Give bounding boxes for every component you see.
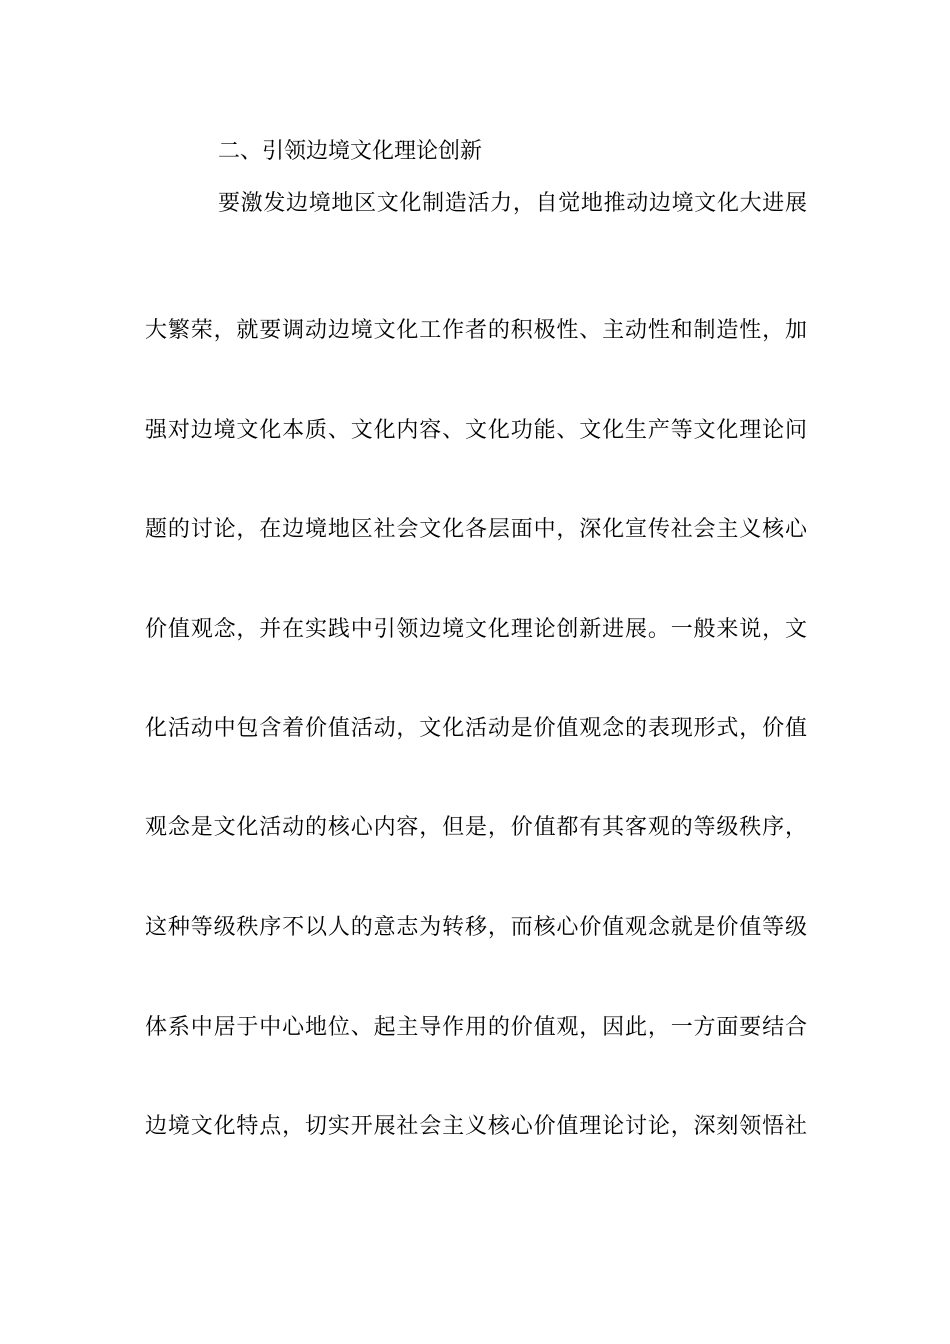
paragraph-line: 边境文化特点，切实开展社会主义核心价值理论讨论，深刻领悟社 [145, 1114, 807, 1139]
paragraph-line: 这种等级秩序不以人的意志为转移，而核心价值观念就是价值等级 [145, 915, 807, 940]
paragraph-line: 要激发边境地区文化制造活力，自觉地推动边境文化大进展 [218, 191, 807, 216]
paragraph-line: 观念是文化活动的核心内容，但是，价值都有其客观的等级秩序， [145, 815, 807, 840]
paragraph-line: 大繁荣，就要调动边境文化工作者的积极性、主动性和制造性，加 [145, 318, 807, 343]
paragraph-line: 题的讨论，在边境地区社会文化各层面中，深化宣传社会主义核心 [145, 517, 807, 542]
paragraph-line: 价值观念，并在实践中引领边境文化理论创新进展。一般来说，文 [145, 617, 807, 642]
paragraph-line: 强对边境文化本质、文化内容、文化功能、文化生产等文化理论问 [145, 418, 807, 443]
paragraph-line: 体系中居于中心地位、起主导作用的价值观，因此，一方面要结合 [145, 1015, 807, 1040]
section-heading: 二、引领边境文化理论创新 [218, 139, 483, 164]
paragraph-line: 化活动中包含着价值活动，文化活动是价值观念的表现形式，价值 [145, 716, 807, 741]
